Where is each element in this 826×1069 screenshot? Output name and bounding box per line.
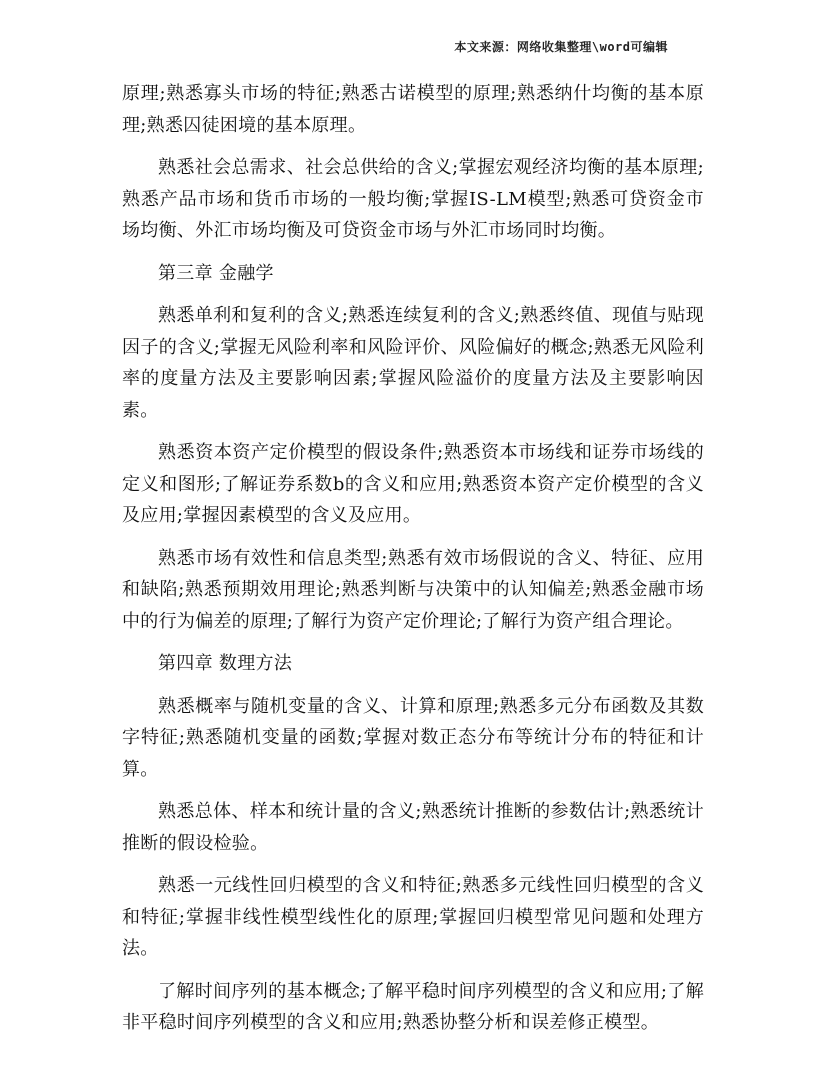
paragraph-regression: 熟悉一元线性回归模型的含义和特征;熟悉多元线性回归模型的含义和特征;掌握非线性模型线性化的原理;掌握回归模型常见问题和处理方法。: [122, 875, 704, 959]
paragraph-statistics: 熟悉总体、样本和统计量的含义;熟悉统计推断的参数估计;熟悉统计推断的假设检验。: [122, 801, 704, 854]
paragraph-market-efficiency: 熟悉市场有效性和信息类型;熟悉有效市场假说的含义、特征、应用和缺陷;熟悉预期效用理论;熟悉判断与决策中的认知偏差;熟悉金融市场中的行为偏差的原理;了解行为资产定价理论;了解行为资产组合理论。: [122, 547, 704, 632]
paragraph-continuation: 原理;熟悉寡头市场的特征;熟悉古诺模型的原理;熟悉纳什均衡的基本原理;熟悉囚徒困境的基本原理。: [122, 83, 704, 136]
paragraph-probability: 熟悉概率与随机变量的含义、计算和原理;熟悉多元分布函数及其数字特征;熟悉随机变量的函数;掌握对数正态分布等统计分布的特征和计算。: [122, 695, 704, 780]
document-body: [122, 78, 704, 1050]
chapter-heading-math-methods: 第四章 数理方法: [158, 653, 293, 674]
paragraph-macro-equilibrium: 熟悉社会总需求、社会总供给的含义;掌握宏观经济均衡的基本原理;熟悉产品市场和货币市场的一般均衡;掌握IS-LM模型;熟悉可贷资金市场均衡、外汇市场均衡及可贷资金市场与外汇市场同时均衡。: [122, 157, 704, 241]
paragraph-time-series: 了解时间序列的基本概念;了解平稳时间序列模型的含义和应用;了解非平稳时间序列模型的含义和应用;熟悉协整分析和误差修正模型。: [122, 980, 704, 1033]
paragraph-interest-rates: 熟悉单利和复利的含义;熟悉连续复利的含义;熟悉终值、现值与贴现因子的含义;掌握无风险利率和风险评价、风险偏好的概念;熟悉无风险利率的度量方法及主要影响因素;掌握风险溢价的度量方法及主要影响因素。: [122, 305, 704, 421]
header-source-note: 本文来源：网络收集整理\word可编辑: [454, 40, 668, 54]
paragraph-capm: 熟悉资本资产定价模型的假设条件;熟悉资本市场线和证券市场线的定义和图形;了解证券系数b的含义和应用;熟悉资本资产定价模型的含义及应用;掌握因素模型的含义及应用。: [122, 442, 704, 526]
chapter-heading-finance: 第三章 金融学: [158, 262, 274, 284]
